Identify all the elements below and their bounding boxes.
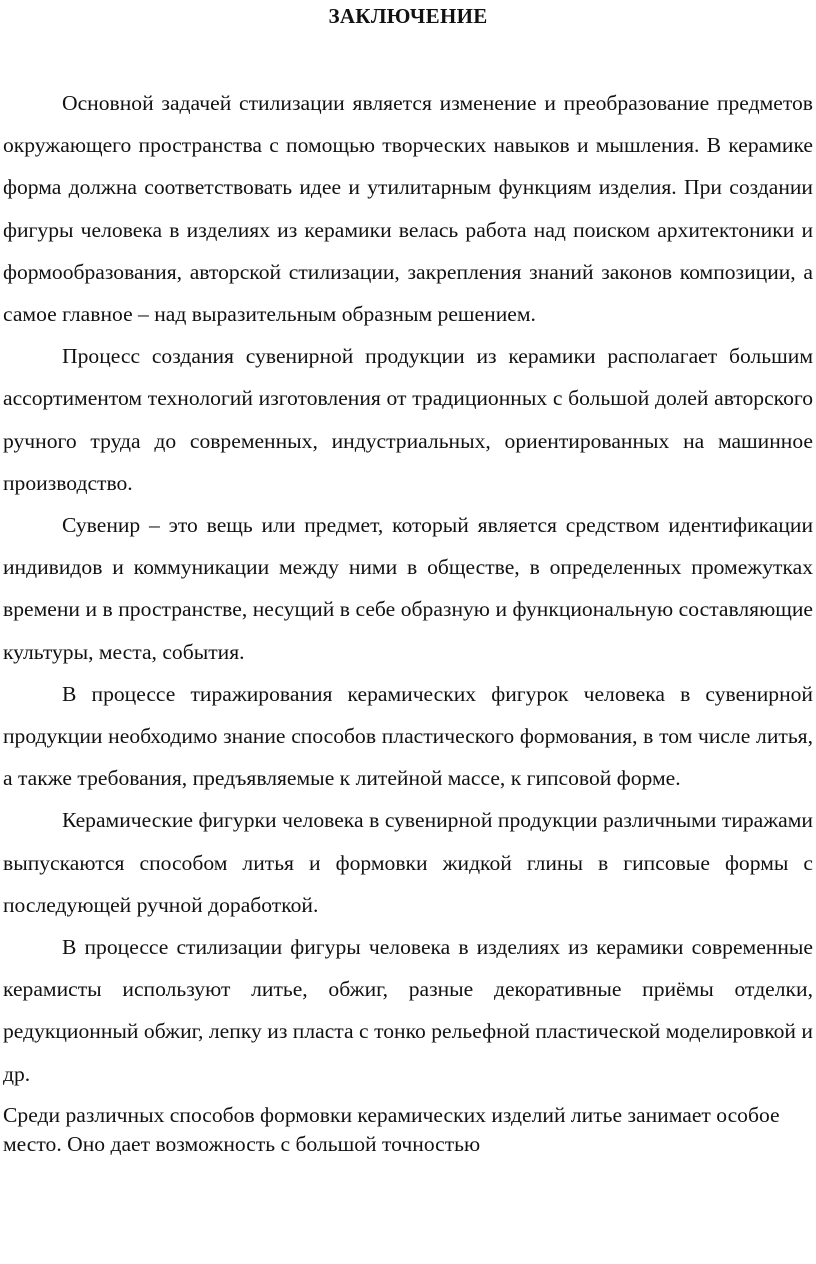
page-title: ЗАКЛЮЧЕНИЕ [328, 4, 488, 28]
paragraph-1: Основной задачей стилизации является изменение и преобразование предметов окружающего пространства с помощью творческих навыков и мышления. В керамике форма должна соответствовать идее и утилитарным функциям изделия. При создании фигуры человека в изделиях из керамики велась работа над поиском архитектоники и формообразования, авторской стилизации, закрепления знаний законов композиции, а самое главное – над выразительным образным решением. [3, 91, 813, 327]
document-body [3, 82, 813, 1159]
paragraph-2: Процесс создания сувенирной продукции из керамики располагает большим ассортиментом технологий изготовления от традиционных с большой долей авторского ручного труда до современных, индустриальных, ориентированных на машинное производство. [3, 344, 813, 495]
paragraph-3: Сувенир – это вещь или предмет, который является средством идентификации индивидов и коммуникации между ними в обществе, в определенных промежутках времени и в пространстве, несущий в себе образную и функциональную составляющие культуры, места, события. [3, 513, 813, 664]
paragraph-5: Керамические фигурки человека в сувенирной продукции различными тиражами выпускаются способом литья и формовки жидкой глины в гипсовые формы с последующей ручной доработкой. [3, 808, 813, 917]
trailing-paragraph: Среди различных способов формовки керамических изделий литье занимает особое место. Оно дает возможность с большой точностью [3, 1102, 780, 1156]
paragraph-4: В процессе тиражирования керамических фигурок человека в сувенирной продукции необходимо знание способов пластического формования, в том числе литья, а также требования, предъявляемые к литейной массе, к гипсовой форме. [3, 681, 813, 791]
paragraph-6: В процессе стилизации фигуры человека в изделиях из керамики современные керамисты используют литье, обжиг, разные декоративные приёмы отделки, редукционный обжиг, лепку из пласта с тонко рельефной пластической моделировкой и др. [3, 935, 813, 1086]
